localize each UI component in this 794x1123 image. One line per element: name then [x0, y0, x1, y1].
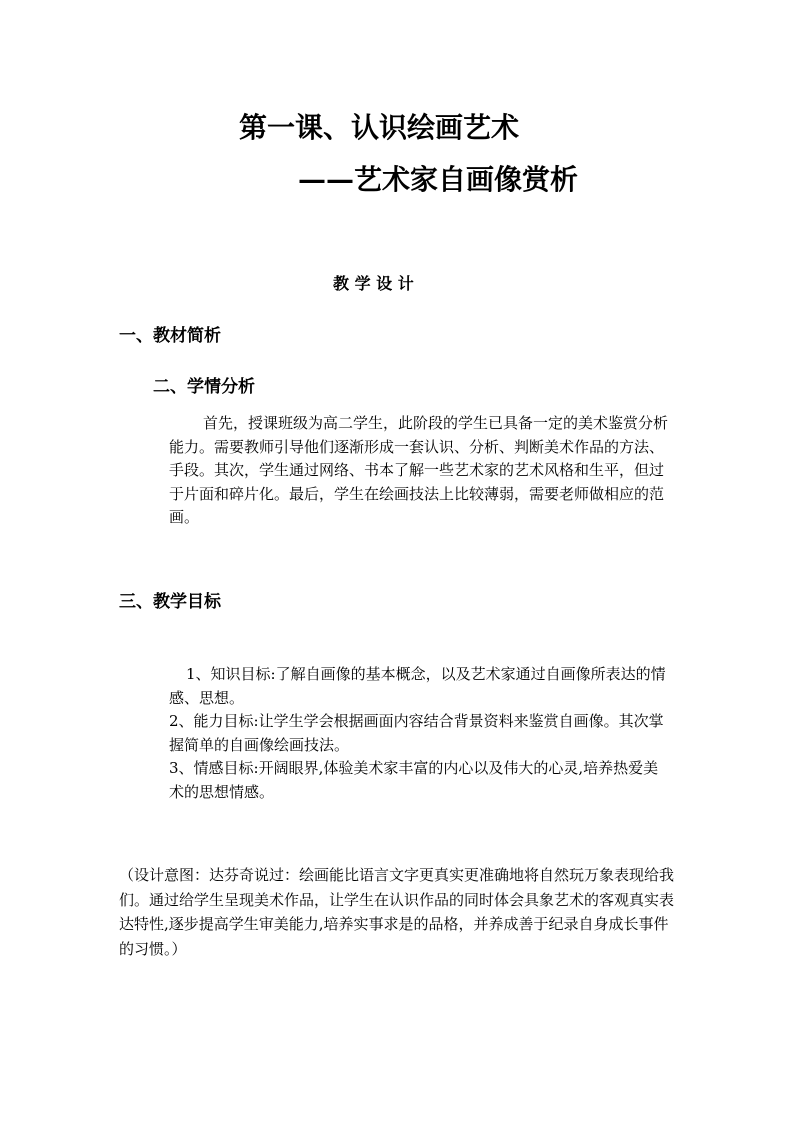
lesson-subtitle: ——艺术家自画像赏析	[298, 163, 579, 196]
heading-teaching-goals: 三、教学目标	[119, 592, 221, 612]
analysis-text: 首先，授课班级为高二学生，此阶段的学生已具备一定的美术鉴赏分析能力。需要教师引导他们逐渐形成一套认识、分析、判断美术作品的方法、手段。其次，学生通过网络、书本了解一些艺术家的艺术风格和生平，但过于片面和碎片化。最后，学生在绘画技法上比较薄弱，需要老师做相应的范画。	[169, 414, 669, 526]
goal-knowledge: 1、知识目标:了解自画像的基本概念，以及艺术家通过自画像所表达的情感、思想。	[169, 665, 666, 707]
design-intent-note: （设计意图：达芬奇说过：绘画能比语言文字更真实更准确地将自然玩万象表现给我们。通过给学生呈现美术作品，让学生在认识作品的同时体会具象艺术的客观真实表达特性,逐步提高学生审美能力,培养实事求是的品格，并养成善于纪录自身成长事件的习惯。）	[119, 866, 675, 958]
lesson-title: 第一课、认识绘画艺术	[239, 111, 520, 144]
teaching-design-heading: 教 学 设 计	[333, 274, 414, 293]
goal-ability: 2、能力目标:让学生学会根据画面内容结合背景资料来鉴赏自画像。其次掌握简单的自画像绘画技法。	[169, 712, 664, 754]
goal-emotion: 3、情感目标:开阔眼界,体验美术家丰富的内心以及伟大的心灵,培养热爱美术的思想情感。	[169, 759, 659, 801]
teaching-goals-list	[169, 663, 669, 804]
heading-learner-analysis: 二、学情分析	[153, 377, 255, 397]
learner-analysis-paragraph	[169, 412, 669, 530]
heading-textbook-analysis: 一、教材简析	[119, 326, 221, 346]
